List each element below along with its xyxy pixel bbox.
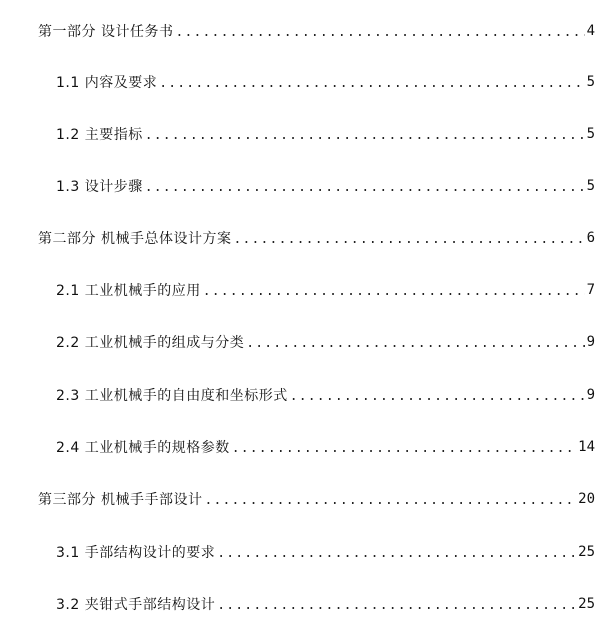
dot-leader xyxy=(145,179,585,197)
dot-leader xyxy=(203,283,585,301)
toc-entry-section-1-3[interactable] xyxy=(56,175,595,197)
toc-entry-page-number: 9 xyxy=(586,334,595,350)
toc-entry-section-2-1[interactable] xyxy=(56,279,595,301)
dot-leader xyxy=(246,335,584,353)
toc-entry-page-number: 5 xyxy=(586,74,595,90)
toc-entry-title: 1.1 内容及要求 xyxy=(56,75,158,91)
toc-entry-section-2-4[interactable] xyxy=(56,436,595,458)
toc-entry-title: 2.3 工业机械手的自由度和坐标形式 xyxy=(56,388,288,404)
toc-entry-section-3-2[interactable] xyxy=(56,593,595,615)
toc-entry-title: 2.4 工业机械手的规格参数 xyxy=(56,440,230,456)
toc-entry-section-1-1[interactable] xyxy=(56,71,595,93)
toc-entry-page-number: 14 xyxy=(578,439,595,455)
toc-entry-section-1-2[interactable] xyxy=(56,123,595,145)
toc-entry-page-number: 7 xyxy=(586,282,595,298)
dot-leader xyxy=(217,545,576,563)
dot-leader xyxy=(175,24,584,42)
toc-entry-title: 第三部分 机械手手部设计 xyxy=(38,492,203,508)
toc-entry-title: 第一部分 设计任务书 xyxy=(38,24,174,40)
toc-entry-part-3[interactable] xyxy=(38,488,595,510)
dot-leader xyxy=(290,388,585,406)
toc-entry-title: 1.3 设计步骤 xyxy=(56,179,143,195)
toc-entry-part-2[interactable] xyxy=(38,227,595,249)
toc-entry-title: 2.2 工业机械手的组成与分类 xyxy=(56,335,245,351)
toc-entry-page-number: 20 xyxy=(578,491,595,507)
toc-entry-page-number: 5 xyxy=(586,126,595,142)
dot-leader xyxy=(217,597,576,615)
dot-leader xyxy=(232,440,576,458)
toc-entry-page-number: 6 xyxy=(586,230,595,246)
toc-entry-title: 1.2 主要指标 xyxy=(56,127,143,143)
toc-entry-page-number: 25 xyxy=(578,596,595,612)
toc-entry-page-number: 9 xyxy=(586,387,595,403)
dot-leader xyxy=(204,492,576,510)
toc-entry-part-1[interactable] xyxy=(38,20,595,42)
dot-leader xyxy=(145,127,585,145)
dot-leader xyxy=(233,231,584,249)
toc-entry-section-2-2[interactable] xyxy=(56,331,595,353)
toc-entry-page-number: 4 xyxy=(586,23,595,39)
toc-entry-title: 2.1 工业机械手的应用 xyxy=(56,283,201,299)
toc-entry-title: 3.1 手部结构设计的要求 xyxy=(56,545,216,561)
toc-entry-section-2-3[interactable] xyxy=(56,384,595,406)
toc-entry-page-number: 5 xyxy=(586,178,595,194)
toc-entry-section-3-1[interactable] xyxy=(56,541,595,563)
toc-entry-title: 第二部分 机械手总体设计方案 xyxy=(38,231,232,247)
toc-entry-title: 3.2 夹钳式手部结构设计 xyxy=(56,597,216,613)
toc-entry-page-number: 25 xyxy=(578,544,595,560)
dot-leader xyxy=(159,75,584,93)
